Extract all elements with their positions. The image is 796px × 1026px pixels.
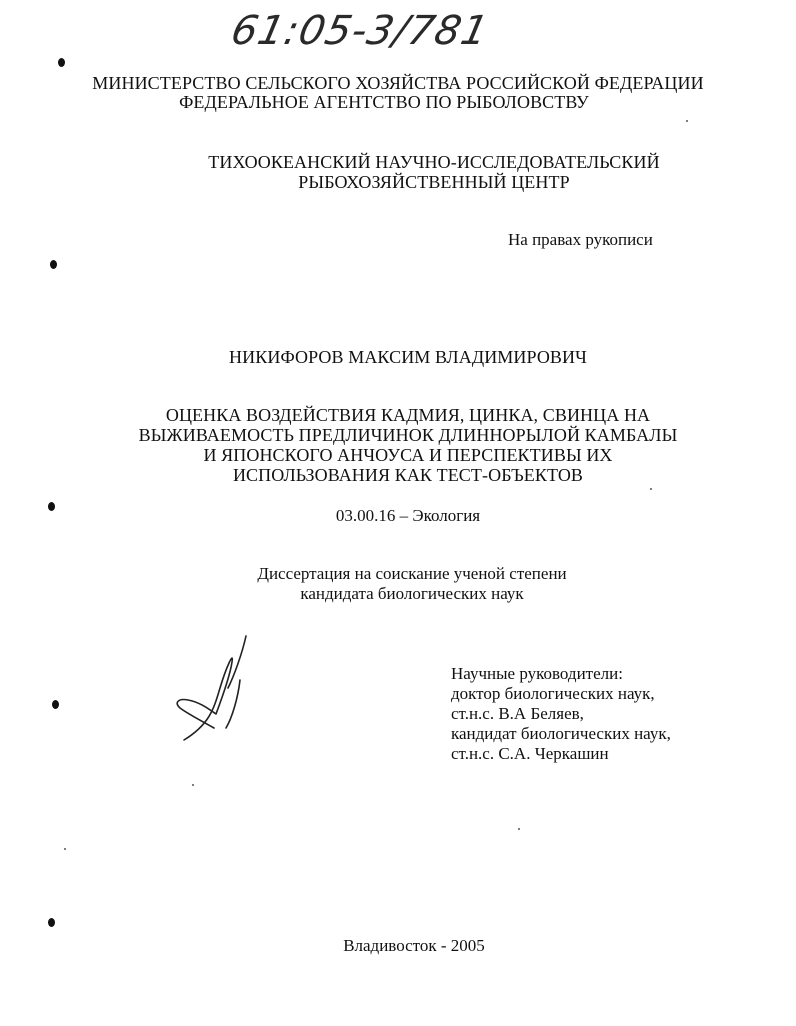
title-line-4: ИСПОЛЬЗОВАНИЯ КАК ТЕСТ-ОБЪЕКТОВ <box>232 465 584 485</box>
institute-line-2: РЫБОХОЗЯЙСТВЕННЫЙ ЦЕНТР <box>298 172 570 192</box>
manuscript-rights: На правах рукописи <box>508 230 653 249</box>
scan-speck <box>518 828 520 830</box>
handwritten-archive-code: 61:05-3/781 <box>227 8 493 54</box>
scan-speck <box>64 848 66 850</box>
binder-hole-mark <box>52 700 59 709</box>
title-line-1: ОЦЕНКА ВОЗДЕЙСТВИЯ КАДМИЯ, ЦИНКА, СВИНЦА НА <box>165 405 651 425</box>
institute-line-1: ТИХООКЕАНСКИЙ НАУЧНО-ИССЛЕДОВАТЕЛЬСКИЙ <box>208 152 660 172</box>
dissertation-line-2: кандидата биологических наук <box>300 584 524 603</box>
city-year: Владивосток - 2005 <box>343 936 485 955</box>
ministry-line-2: ФЕДЕРАЛЬНОЕ АГЕНТСТВО ПО РЫБОЛОВСТВУ <box>179 92 589 112</box>
scan-speck <box>650 488 652 490</box>
ministry-line-1: МИНИСТЕРСТВО СЕЛЬСКОГО ХОЗЯЙСТВА РОССИЙСКОЙ ФЕДЕРАЦИИ <box>92 73 704 93</box>
title-line-2: ВЫЖИВАЕМОСТЬ ПРЕДЛИЧИНОК ДЛИННОРЫЛОЙ КАМБАЛЫ <box>138 425 678 445</box>
supervisor-1-name: ст.н.с. В.А Беляев, <box>451 704 584 723</box>
supervisor-2-degree: кандидат биологических наук, <box>451 724 671 743</box>
binder-hole-mark <box>48 918 55 927</box>
author-name: НИКИФОРОВ МАКСИМ ВЛАДИМИРОВИЧ <box>229 347 587 367</box>
specialty-code: 03.00.16 – Экология <box>335 506 481 525</box>
supervisor-1-degree: доктор биологических наук, <box>451 684 655 703</box>
handwritten-signature <box>170 628 260 746</box>
binder-hole-mark <box>50 260 57 269</box>
supervisors-heading: Научные руководители: <box>451 664 623 683</box>
scan-speck <box>686 120 688 122</box>
scan-speck <box>192 784 194 786</box>
binder-hole-mark <box>58 58 65 67</box>
dissertation-line-1: Диссертация на соискание ученой степени <box>257 564 567 583</box>
supervisor-2-name: ст.н.с. С.А. Черкашин <box>451 744 609 763</box>
title-line-3: И ЯПОНСКОГО АНЧОУСА И ПЕРСПЕКТИВЫ ИХ <box>203 445 613 465</box>
